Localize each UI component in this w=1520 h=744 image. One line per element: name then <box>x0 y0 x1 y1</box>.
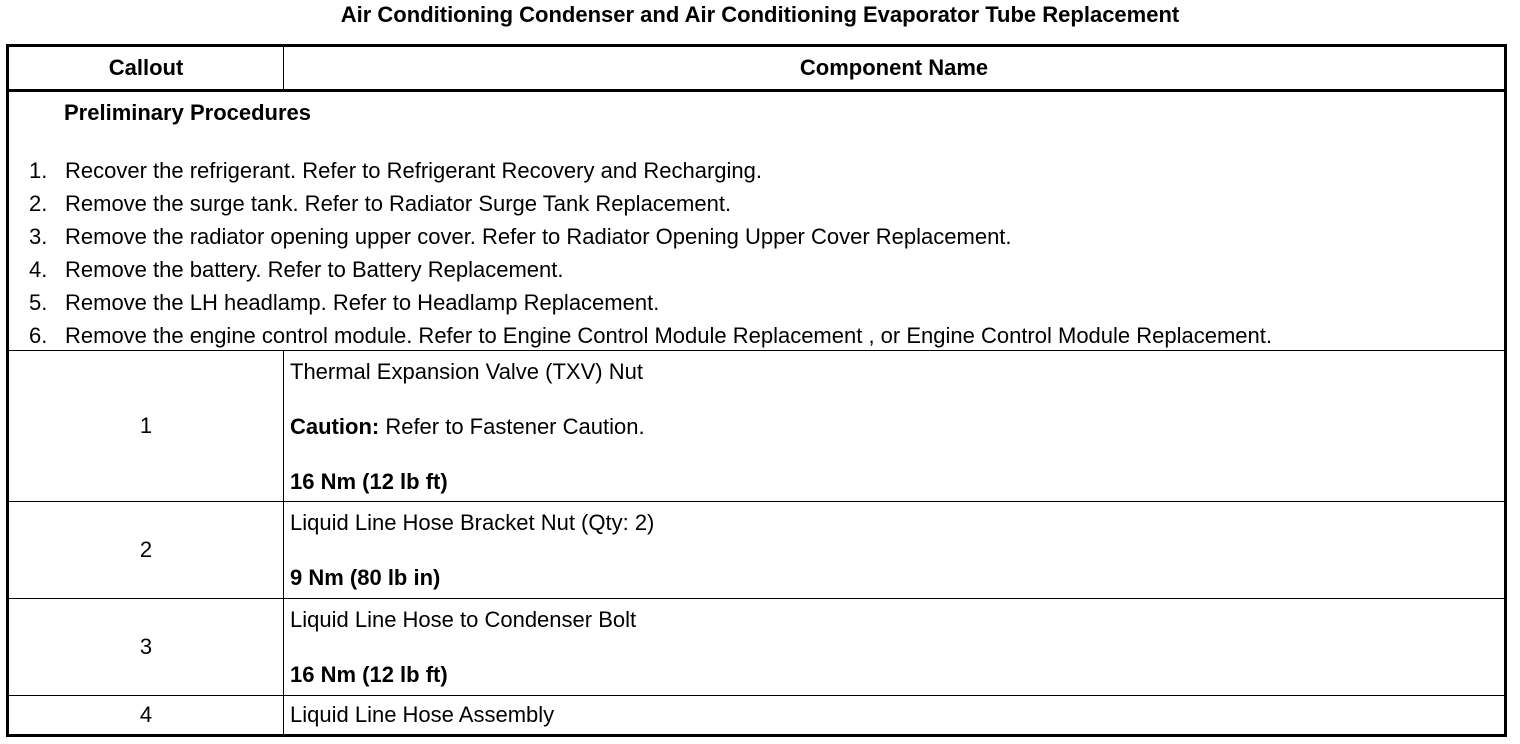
component-cell <box>284 351 1506 502</box>
component-cell <box>284 696 1506 736</box>
step-text: Remove the battery. Refer to Battery Replacement. <box>65 257 564 282</box>
step-text: Remove the engine control module. Refer to Engine Control Module Replacement , or Engine Control Module Replacement. <box>65 323 1273 348</box>
step-text: Recover the refrigerant. Refer to Refrigerant Recovery and Recharging. <box>65 158 763 183</box>
component-table <box>6 44 1507 737</box>
step-number: 6. <box>29 323 48 348</box>
component-name: Thermal Expansion Valve (TXV) Nut <box>290 359 643 384</box>
caution-text: Refer to Fastener Caution. <box>379 414 645 439</box>
torque-spec: 9 Nm (80 lb in) <box>290 565 441 590</box>
table-row <box>8 502 1506 599</box>
list-item <box>29 220 1272 253</box>
component-cell <box>284 599 1506 696</box>
preliminary-steps-list <box>29 154 1272 352</box>
page-title: Air Conditioning Condenser and Air Conditioning Evaporator Tube Replacement <box>340 2 1180 27</box>
step-number: 2. <box>29 191 48 216</box>
component-name: Liquid Line Hose Assembly <box>290 702 555 727</box>
step-number: 5. <box>29 290 48 315</box>
list-item <box>29 319 1272 352</box>
callout-number: 3 <box>8 599 284 696</box>
table-row <box>8 351 1506 502</box>
caution-note <box>290 413 1504 441</box>
step-number: 4. <box>29 257 48 282</box>
step-number: 1. <box>29 158 48 183</box>
table-row <box>8 696 1506 736</box>
callout-number: 4 <box>8 696 284 736</box>
component-name: Liquid Line Hose Bracket Nut (Qty: 2) <box>290 510 655 535</box>
table-row <box>8 599 1506 696</box>
component-cell <box>284 502 1506 599</box>
torque-spec: 16 Nm (12 lb ft) <box>290 469 448 494</box>
caution-label: Caution: <box>290 414 380 439</box>
list-item <box>29 187 1272 220</box>
callout-column-header: Callout <box>8 46 284 91</box>
preliminary-row <box>8 91 1506 351</box>
callout-number: 1 <box>8 351 284 502</box>
step-text: Remove the radiator opening upper cover. Refer to Radiator Opening Upper Cover Replacement. <box>65 224 1012 249</box>
list-item <box>29 286 1272 319</box>
preliminary-procedures-cell <box>8 91 1506 351</box>
torque-spec: 16 Nm (12 lb ft) <box>290 662 448 687</box>
component-name-column-header: Component Name <box>284 46 1506 91</box>
preliminary-procedures-heading: Preliminary Procedures <box>64 100 312 125</box>
callout-number: 2 <box>8 502 284 599</box>
step-text: Remove the LH headlamp. Refer to Headlamp Replacement. <box>65 290 660 315</box>
step-number: 3. <box>29 224 48 249</box>
list-item <box>29 253 1272 286</box>
component-name: Liquid Line Hose to Condenser Bolt <box>290 607 637 632</box>
table-header-row <box>8 46 1506 91</box>
list-item <box>29 154 1272 187</box>
step-text: Remove the surge tank. Refer to Radiator Surge Tank Replacement. <box>65 191 732 216</box>
